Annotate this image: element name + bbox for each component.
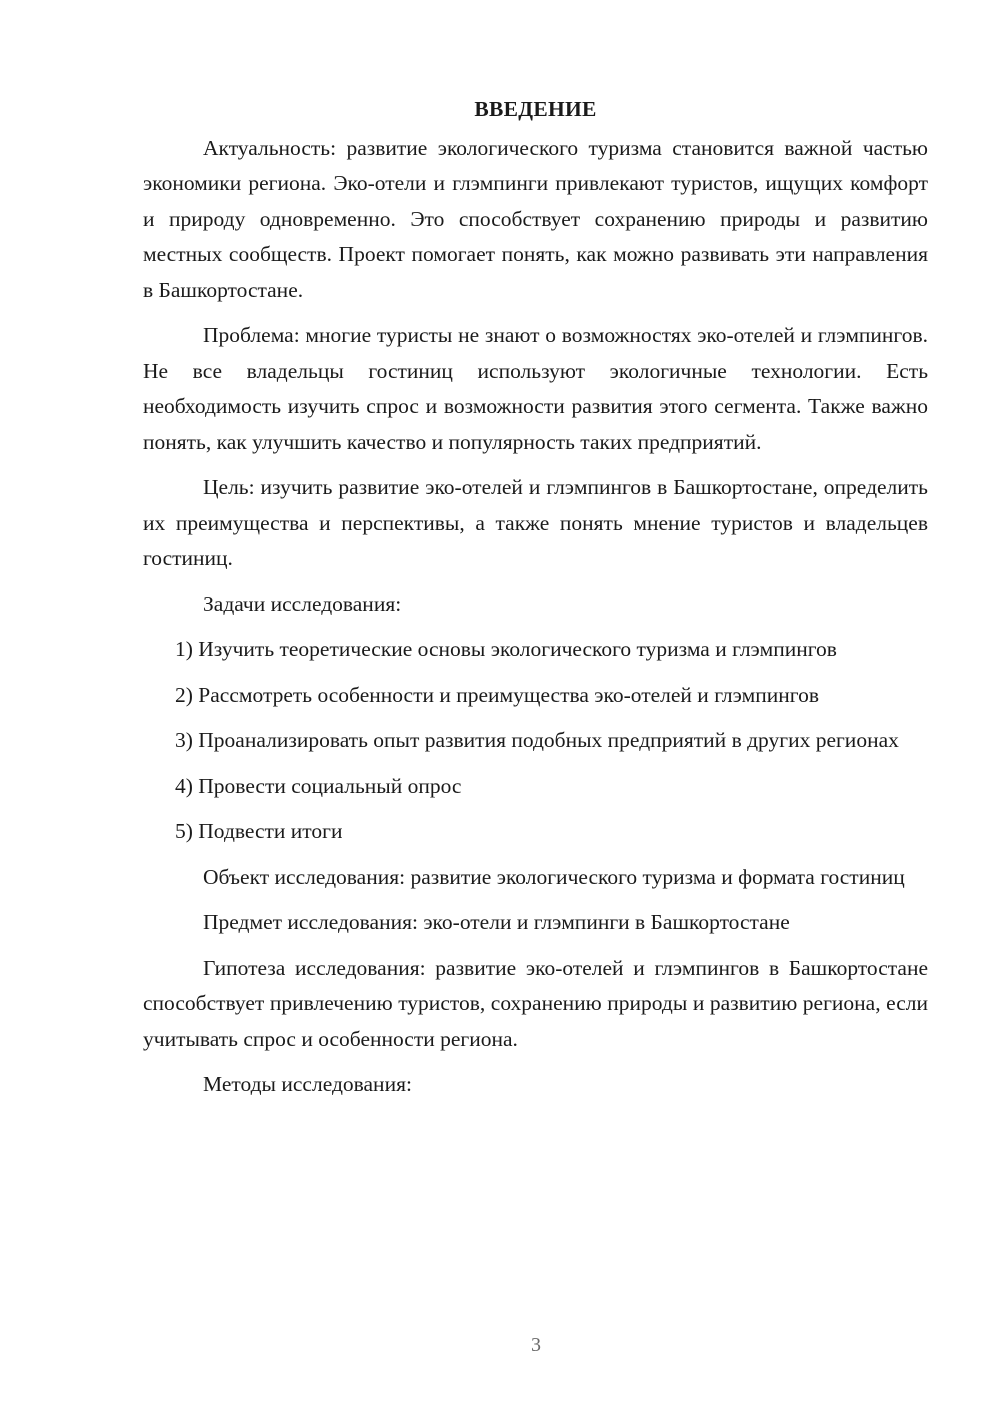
relevance-paragraph: Актуальность: развитие экологического туризма становится важной частью экономики региона. Эко-отели и глэмпинги привлекают туристов, ищущих комфорт и природу одновременно. Это способствует сохранению природы и развитию местных сообществ. Проект помогает понять, как можно развивать эти направления в Башкортостане. xyxy=(143,135,928,302)
task-item-3: 3) Проанализировать опыт развития подобных предприятий в других регионах xyxy=(175,728,899,752)
task-item-5: 5) Подвести итоги xyxy=(175,819,343,843)
methods-heading: Методы исследования: xyxy=(203,1072,412,1096)
tasks-heading: Задачи исследования: xyxy=(203,591,402,616)
section-title: ВВЕДЕНИЕ xyxy=(474,97,597,121)
document-page xyxy=(143,92,928,1113)
task-item-4: 4) Провести социальный опрос xyxy=(175,773,462,798)
goal-paragraph: Цель: изучить развитие эко-отелей и глэмпингов в Башкортостане, определить их преимущества и перспективы, а также понять мнение туристов и владельцев гостиниц. xyxy=(143,475,928,570)
object-paragraph: Объект исследования: развитие экологического туризма и формата гостиниц xyxy=(203,864,905,889)
task-item-2: 2) Рассмотреть особенности и преимущества эко-отелей и глэмпингов xyxy=(175,682,819,707)
problem-paragraph: Проблема: многие туристы не знают о возможностях эко-отелей и глэмпингов. Не все владельцы гостиниц используют экологичные технологии. Есть необходимость изучить спрос и возможности развития этого сегмента. Также важно понять, как улучшить качество и популярность таких предприятий. xyxy=(143,323,928,454)
hypothesis-paragraph: Гипотеза исследования: развитие эко-отелей и глэмпингов в Башкортостане способствует привлечению туристов, сохранению природы и развитию региона, если учитывать спрос и особенности региона. xyxy=(143,955,928,1051)
subject-paragraph: Предмет исследования: эко-отели и глэмпинги в Башкортостане xyxy=(203,910,790,934)
task-item-1: 1) Изучить теоретические основы экологического туризма и глэмпингов xyxy=(175,637,837,661)
page-number: 3 xyxy=(531,1334,541,1356)
